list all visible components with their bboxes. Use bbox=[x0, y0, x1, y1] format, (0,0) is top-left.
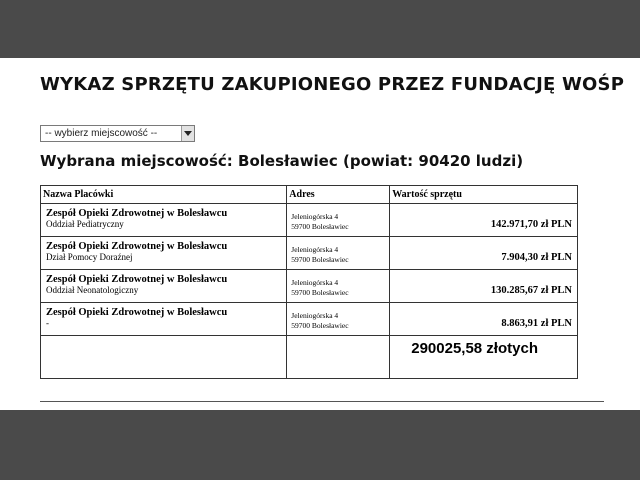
equipment-value: 8.863,91 zł PLN bbox=[390, 303, 578, 336]
address-city: 59700 Bolesławiec bbox=[291, 321, 349, 330]
institution-cell bbox=[41, 237, 287, 270]
institution-cell bbox=[41, 270, 287, 303]
chevron-down-icon bbox=[184, 131, 192, 136]
address-cell bbox=[287, 237, 390, 270]
institution-department: Dział Pomocy Doraźnej bbox=[46, 252, 133, 262]
table-row bbox=[41, 303, 578, 336]
total-row bbox=[41, 336, 578, 379]
column-header-name: Nazwa Placówki bbox=[41, 186, 287, 204]
town-select-button[interactable] bbox=[181, 126, 194, 141]
table-header-row bbox=[41, 186, 578, 204]
address-cell bbox=[287, 303, 390, 336]
total-empty-cell bbox=[41, 336, 287, 379]
address-cell bbox=[287, 270, 390, 303]
address-street: Jeleniogórska 4 bbox=[291, 311, 339, 320]
institution-department: - bbox=[46, 318, 49, 328]
bottom-divider bbox=[40, 401, 604, 402]
equipment-value: 142.971,70 zł PLN bbox=[390, 204, 578, 237]
address-city: 59700 Bolesławiec bbox=[291, 222, 349, 231]
institution-department: Oddział Neonatologiczny bbox=[46, 285, 139, 295]
total-value: 290025,58 złotych bbox=[390, 336, 578, 379]
institution-name: Zespół Opieki Zdrowotnej w Bolesławcu bbox=[46, 274, 228, 285]
address-street: Jeleniogórska 4 bbox=[291, 212, 339, 221]
institution-department: Oddział Pediatryczny bbox=[46, 219, 124, 229]
institution-cell bbox=[41, 204, 287, 237]
table-row bbox=[41, 237, 578, 270]
page-title: WYKAZ SPRZĘTU ZAKUPIONEGO PRZEZ FUNDACJĘ WOŚP bbox=[40, 74, 625, 95]
town-select-value: -- wybierz miejscowość -- bbox=[45, 128, 158, 139]
table-row bbox=[41, 204, 578, 237]
address-street: Jeleniogórska 4 bbox=[291, 245, 339, 254]
institution-name: Zespół Opieki Zdrowotnej w Bolesławcu bbox=[46, 307, 228, 318]
institution-name: Zespół Opieki Zdrowotnej w Bolesławcu bbox=[46, 208, 228, 219]
column-header-address: Adres bbox=[287, 186, 390, 204]
address-city: 59700 Bolesławiec bbox=[291, 255, 349, 264]
total-empty-cell bbox=[287, 336, 390, 379]
table-row bbox=[41, 270, 578, 303]
column-header-value: Wartość sprzętu bbox=[390, 186, 578, 204]
town-select[interactable] bbox=[40, 125, 195, 142]
institution-cell bbox=[41, 303, 287, 336]
selection-summary: Wybrana miejscowość: Bolesławiec (powiat: 90420 ludzi) bbox=[40, 152, 524, 170]
equipment-value: 130.285,67 zł PLN bbox=[390, 270, 578, 303]
page-content bbox=[0, 58, 640, 410]
equipment-table bbox=[40, 185, 578, 379]
institution-name: Zespół Opieki Zdrowotnej w Bolesławcu bbox=[46, 241, 228, 252]
address-city: 59700 Bolesławiec bbox=[291, 288, 349, 297]
equipment-value: 7.904,30 zł PLN bbox=[390, 237, 578, 270]
address-street: Jeleniogórska 4 bbox=[291, 278, 339, 287]
address-cell bbox=[287, 204, 390, 237]
